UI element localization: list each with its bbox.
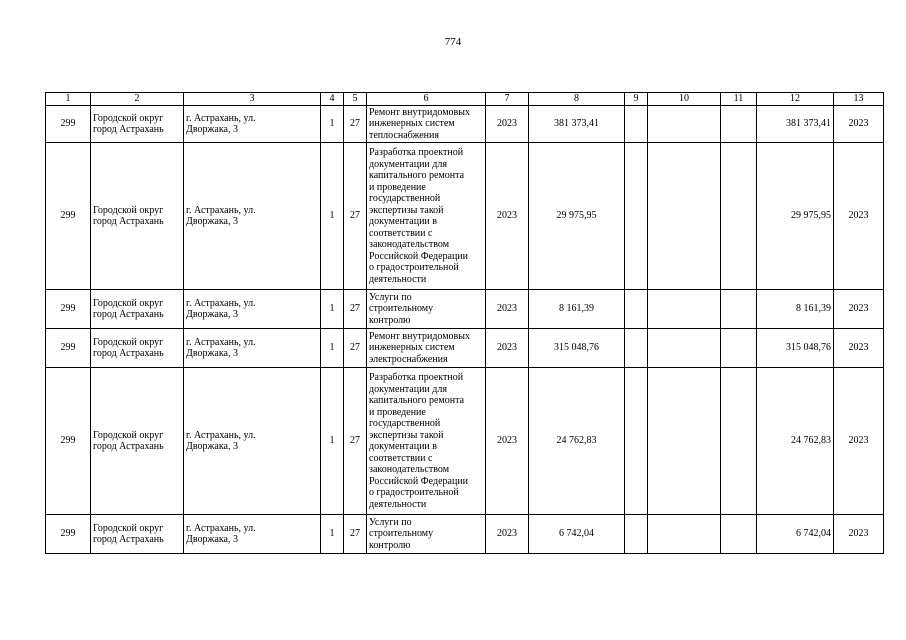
row-number-cell: 299 — [46, 106, 91, 143]
address-cell — [184, 290, 321, 329]
col10-cell — [648, 329, 721, 368]
table-row — [46, 329, 884, 368]
col11-cell — [721, 515, 757, 554]
municipality-cell — [91, 106, 184, 143]
completion-year-cell: 2023 — [834, 515, 884, 554]
work-type-line: документации для — [369, 158, 447, 170]
col9-cell — [625, 106, 648, 143]
column-header-11: 11 — [721, 93, 757, 106]
municipality-line: город Астрахань — [93, 309, 164, 320]
table-row — [46, 515, 884, 554]
work-type-line: законодательством — [369, 239, 450, 250]
col5-cell: 27 — [344, 329, 367, 368]
column-header-7: 7 — [486, 93, 529, 106]
work-type-line: документации в — [369, 441, 437, 452]
work-type-line: соответствии с — [369, 227, 433, 239]
year-cell: 2023 — [486, 290, 529, 329]
work-type-cell — [367, 329, 486, 368]
work-type-line: документации в — [369, 216, 437, 227]
row-number-cell: 299 — [46, 143, 91, 290]
work-type-line: электроснабжения — [369, 353, 448, 365]
municipality-line: Городской округ — [93, 522, 164, 534]
work-type-line: Услуги по — [369, 291, 412, 303]
col10-cell — [648, 515, 721, 554]
column-header-13: 13 — [834, 93, 884, 106]
col5-cell: 27 — [344, 143, 367, 290]
header-row — [46, 93, 884, 106]
municipality-line: Городской округ — [93, 297, 164, 309]
col10-cell — [648, 106, 721, 143]
col5-cell: 27 — [344, 368, 367, 515]
column-header-1: 1 — [46, 93, 91, 106]
work-type-cell — [367, 515, 486, 554]
col9-cell — [625, 515, 648, 554]
total-cost-cell: 8 161,39 — [529, 290, 625, 329]
work-type-line: о градостроительной — [369, 487, 459, 498]
work-type-line: деятельности — [369, 498, 427, 510]
work-type-line: Российской Федерации — [369, 250, 469, 262]
municipality-line: Городской округ — [93, 204, 164, 216]
work-type-line: экспертизы такой — [369, 204, 444, 216]
completion-year-cell: 2023 — [834, 143, 884, 290]
work-type-line: теплоснабжения — [369, 129, 439, 141]
total-cost-cell: 24 762,83 — [529, 368, 625, 515]
work-type-line: законодательством — [369, 464, 450, 475]
row-number-cell: 299 — [46, 290, 91, 329]
municipality-line: Городской округ — [93, 336, 164, 348]
work-type-line: Российской Федерации — [369, 475, 469, 487]
work-type-line: капитального ремонта — [369, 170, 465, 181]
work-type-cell — [367, 143, 486, 290]
municipality-line: Городской округ — [93, 429, 164, 441]
total-cost-cell: 381 373,41 — [529, 106, 625, 143]
col10-cell — [648, 143, 721, 290]
municipality-line: город Астрахань — [93, 534, 164, 545]
col5-cell: 27 — [344, 106, 367, 143]
year-cell: 2023 — [486, 368, 529, 515]
work-type-cell — [367, 290, 486, 329]
work-type-line: экспертизы такой — [369, 429, 444, 441]
completion-year-cell: 2023 — [834, 106, 884, 143]
work-type-line: Услуги по — [369, 516, 412, 528]
column-header-12: 12 — [757, 93, 834, 106]
col11-cell — [721, 329, 757, 368]
table-row — [46, 143, 884, 290]
municipality-line: Городской округ — [93, 112, 164, 124]
col5-cell: 27 — [344, 515, 367, 554]
col10-cell — [648, 368, 721, 515]
address-cell — [184, 368, 321, 515]
col4-cell: 1 — [321, 106, 344, 143]
address-line: г. Астрахань, ул. — [186, 112, 256, 124]
total-cost-cell: 315 048,76 — [529, 329, 625, 368]
column-header-5: 5 — [344, 93, 367, 106]
work-type-cell — [367, 106, 486, 143]
work-type-line: строительному — [369, 528, 434, 540]
work-type-line: и проведение — [369, 406, 426, 418]
year-cell: 2023 — [486, 143, 529, 290]
completion-year-cell: 2023 — [834, 290, 884, 329]
work-type-line: капитального ремонта — [369, 395, 465, 406]
municipality-cell — [91, 290, 184, 329]
table-row — [46, 106, 884, 143]
address-cell — [184, 106, 321, 143]
col10-cell — [648, 290, 721, 329]
total-cost-cell: 6 742,04 — [529, 515, 625, 554]
work-type-line: и проведение — [369, 181, 426, 193]
row-number-cell: 299 — [46, 329, 91, 368]
col4-cell: 1 — [321, 290, 344, 329]
address-line: Дворжака, 3 — [186, 348, 238, 359]
work-type-line: государственной — [369, 193, 441, 204]
address-line: г. Астрахань, ул. — [186, 429, 256, 441]
work-type-line: соответствии с — [369, 452, 433, 464]
address-line: Дворжака, 3 — [186, 309, 238, 320]
year-cell: 2023 — [486, 329, 529, 368]
work-type-line: инженерных систем — [369, 342, 455, 354]
col9-cell — [625, 290, 648, 329]
column-header-9: 9 — [625, 93, 648, 106]
work-type-cell — [367, 368, 486, 515]
municipality-line: город Астрахань — [93, 124, 164, 135]
address-line: г. Астрахань, ул. — [186, 522, 256, 534]
column-header-2: 2 — [91, 93, 184, 106]
col9-cell — [625, 368, 648, 515]
work-type-line: инженерных систем — [369, 118, 455, 130]
address-cell — [184, 329, 321, 368]
completion-year-cell: 2023 — [834, 368, 884, 515]
address-line: Дворжака, 3 — [186, 534, 238, 545]
work-type-line: контролю — [369, 539, 411, 551]
year-cell: 2023 — [486, 515, 529, 554]
work-type-line: строительному — [369, 303, 434, 315]
table-row — [46, 368, 884, 515]
address-line: Дворжака, 3 — [186, 124, 238, 135]
work-type-line: деятельности — [369, 273, 427, 285]
col5-cell: 27 — [344, 290, 367, 329]
column-header-3: 3 — [184, 93, 321, 106]
completion-year-cell: 2023 — [834, 329, 884, 368]
column-header-6: 6 — [367, 93, 486, 106]
address-cell — [184, 143, 321, 290]
col11-cell — [721, 290, 757, 329]
col12-cost-cell: 8 161,39 — [757, 290, 834, 329]
address-line: Дворжака, 3 — [186, 216, 238, 227]
col12-cost-cell: 6 742,04 — [757, 515, 834, 554]
col11-cell — [721, 143, 757, 290]
column-header-4: 4 — [321, 93, 344, 106]
municipality-cell — [91, 368, 184, 515]
col12-cost-cell: 315 048,76 — [757, 329, 834, 368]
address-cell — [184, 515, 321, 554]
work-type-line: о градостроительной — [369, 262, 459, 273]
column-header-10: 10 — [648, 93, 721, 106]
column-header-8: 8 — [529, 93, 625, 106]
col4-cell: 1 — [321, 329, 344, 368]
work-type-line: Ремонт внутридомовых — [369, 106, 471, 118]
col11-cell — [721, 106, 757, 143]
work-type-line: документации для — [369, 383, 447, 395]
municipality-cell — [91, 329, 184, 368]
municipality-cell — [91, 143, 184, 290]
col11-cell — [721, 368, 757, 515]
work-type-line: государственной — [369, 418, 441, 429]
col4-cell: 1 — [321, 515, 344, 554]
row-number-cell: 299 — [46, 515, 91, 554]
table-row — [46, 290, 884, 329]
municipality-line: город Астрахань — [93, 348, 164, 359]
year-cell: 2023 — [486, 106, 529, 143]
municipality-cell — [91, 515, 184, 554]
page-number: 774 — [444, 36, 462, 48]
work-type-line: контролю — [369, 314, 411, 326]
col9-cell — [625, 329, 648, 368]
address-line: г. Астрахань, ул. — [186, 336, 256, 348]
address-line: г. Астрахань, ул. — [186, 204, 256, 216]
col12-cost-cell: 381 373,41 — [757, 106, 834, 143]
capital-repair-table — [45, 92, 884, 554]
col12-cost-cell: 29 975,95 — [757, 143, 834, 290]
col4-cell: 1 — [321, 368, 344, 515]
municipality-line: город Астрахань — [93, 216, 164, 227]
work-type-line: Разработка проектной — [369, 147, 464, 158]
col4-cell: 1 — [321, 143, 344, 290]
municipality-line: город Астрахань — [93, 441, 164, 452]
col12-cost-cell: 24 762,83 — [757, 368, 834, 515]
row-number-cell: 299 — [46, 368, 91, 515]
col9-cell — [625, 143, 648, 290]
work-type-line: Разработка проектной — [369, 372, 464, 383]
address-line: г. Астрахань, ул. — [186, 297, 256, 309]
address-line: Дворжака, 3 — [186, 441, 238, 452]
total-cost-cell: 29 975,95 — [529, 143, 625, 290]
work-type-line: Ремонт внутридомовых — [369, 330, 471, 342]
